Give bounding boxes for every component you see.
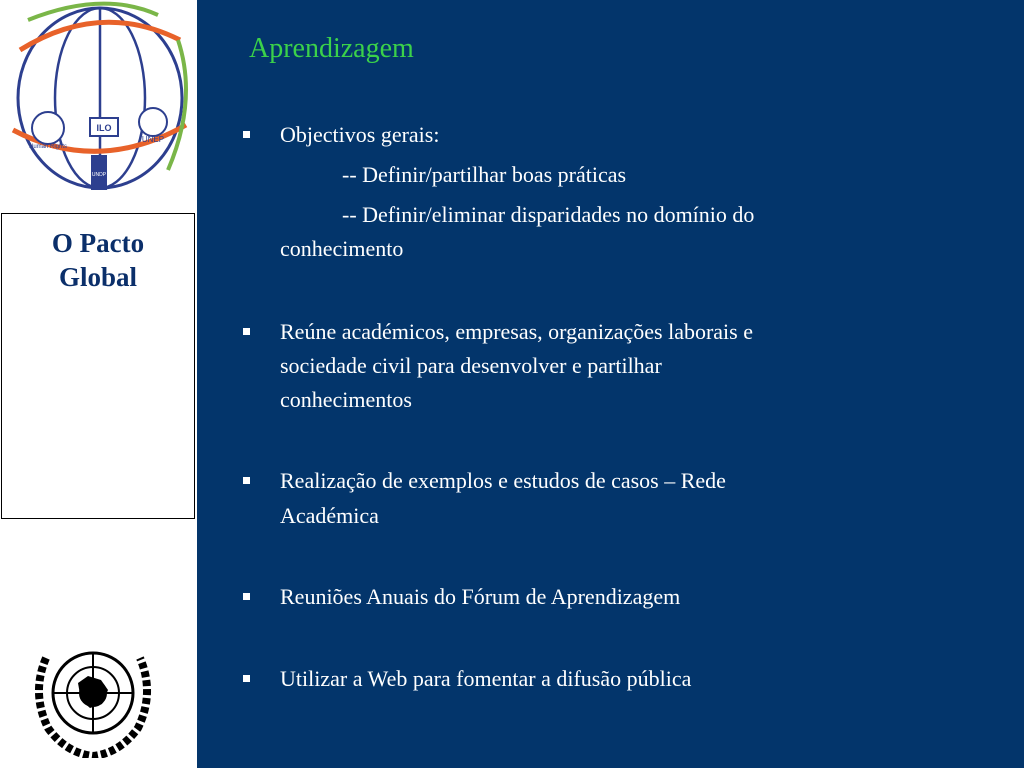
bullet-line: sociedade civil para desenvolver e partilhar bbox=[280, 353, 662, 378]
bullet-square-icon bbox=[243, 593, 250, 600]
content-panel bbox=[197, 0, 1024, 768]
bullet-text: Realização de exemplos e estudos de casos – Rede bbox=[280, 468, 726, 493]
title-box bbox=[1, 213, 195, 519]
list-item bbox=[280, 580, 680, 614]
bullet-text: Reuniões Anuais do Fórum de Aprendizagem bbox=[280, 584, 681, 609]
sub-item: -- Definir/eliminar disparidades no domínio do bbox=[342, 202, 755, 227]
bullet-text: Reúne académicos, empresas, organizações laborais e bbox=[280, 319, 753, 344]
sub-item: -- Definir/partilhar boas práticas bbox=[342, 162, 627, 187]
bullet-square-icon bbox=[243, 131, 250, 138]
human-rights-label: Human Rights bbox=[28, 144, 68, 150]
sidebar bbox=[0, 0, 197, 768]
title-line-1: O Pacto bbox=[51, 228, 145, 258]
list-item bbox=[280, 662, 691, 696]
list-item bbox=[280, 118, 439, 152]
bullet-continuation: conhecimento bbox=[280, 236, 404, 261]
bullet-square-icon bbox=[243, 477, 250, 484]
ilo-label: ILO bbox=[96, 123, 112, 133]
bullet-text: Objectivos gerais: bbox=[280, 122, 440, 147]
list-item bbox=[280, 315, 753, 349]
list-item bbox=[280, 464, 726, 498]
undp-label: UNDP bbox=[91, 172, 107, 178]
slide-heading: Aprendizagem bbox=[249, 33, 414, 64]
bullet-square-icon bbox=[243, 328, 250, 335]
bullet-text: Utilizar a Web para fomentar a difusão pública bbox=[280, 666, 692, 691]
global-compact-globe-logo bbox=[8, 0, 193, 190]
bullet-line: Académica bbox=[280, 503, 379, 528]
un-emblem-icon bbox=[26, 628, 160, 758]
bullet-square-icon bbox=[243, 675, 250, 682]
bullet-line: conhecimentos bbox=[280, 387, 412, 412]
title-line-2: Global bbox=[58, 262, 138, 292]
unep-label: UNEP bbox=[141, 135, 165, 144]
